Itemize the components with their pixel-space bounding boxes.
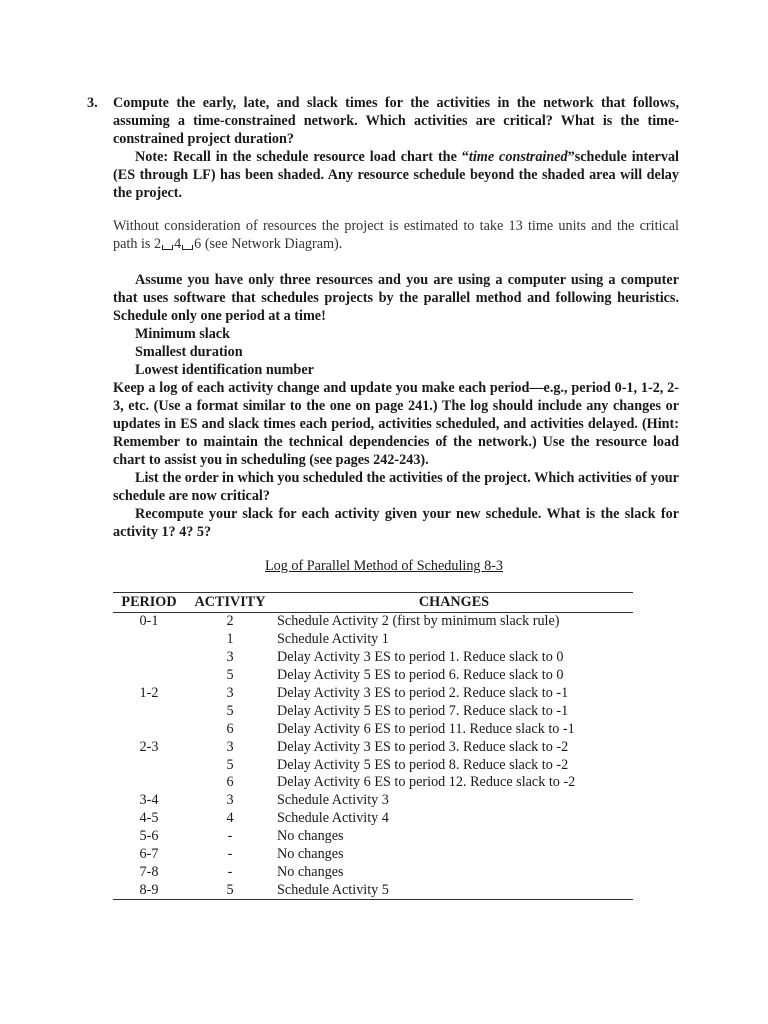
table-caption: Log of Parallel Method of Scheduling 8-3: [265, 558, 503, 574]
table-row: [113, 720, 633, 738]
table-row: [113, 863, 633, 881]
table-row: [113, 828, 633, 846]
activity-cell: -: [227, 828, 233, 845]
period-cell: 4-5: [139, 810, 159, 827]
changes-cell: Schedule Activity 1: [277, 631, 389, 648]
assume-paragraph: Assume you have only three resources and you are using a computer using a computer that uses software that schedules projects by the parallel method and following heuristics. Schedule only one period at a time!: [113, 272, 679, 324]
period-cell: 2-3: [139, 738, 159, 755]
arrow-box-icon: [162, 245, 173, 250]
assignment-block: [113, 271, 679, 541]
table-row: [113, 649, 633, 667]
period-cell: 6-7: [139, 846, 159, 863]
activity-cell: 3: [226, 738, 234, 755]
changes-cell: Delay Activity 3 ES to period 3. Reduce slack to -2: [277, 738, 569, 755]
changes-cell: Delay Activity 5 ES to period 6. Reduce slack to 0: [277, 667, 564, 684]
changes-cell: Delay Activity 3 ES to period 1. Reduce slack to 0: [277, 649, 564, 666]
period-cell: [113, 649, 185, 667]
changes-cell: Delay Activity 6 ES to period 12. Reduce slack to -2: [277, 774, 576, 791]
changes-cell: Delay Activity 5 ES to period 8. Reduce slack to -2: [277, 756, 569, 773]
heuristic-item: Minimum slack: [135, 326, 230, 342]
changes-cell: No changes: [277, 863, 344, 880]
changes-cell: Delay Activity 6 ES to period 11. Reduce slack to -1: [277, 720, 575, 737]
question-3: [89, 94, 679, 202]
period-cell: 7-8: [139, 863, 159, 880]
keep-log-paragraph: Keep a log of each activity change and update you make each period—e.g., period 0-1, 1-2, 2-3, etc. (Use a format similar to the one on page 241.) The log should include any changes or updates in ES and slack times each period, activities scheduled, and activities delayed. (Hint: Remember to maintain the technical dependencies of the network.) Use the resource load chart to assist you in scheduling (see pages 242-243).: [113, 380, 679, 468]
heuristic-item: Smallest duration: [135, 344, 243, 360]
activity-cell: 6: [226, 774, 234, 791]
activity-cell: 3: [226, 685, 234, 701]
period-cell: [113, 774, 185, 792]
table-row: [113, 810, 633, 828]
changes-cell: Delay Activity 3 ES to period 2. Reduce slack to -1: [277, 685, 569, 701]
table-row: [113, 738, 633, 756]
activity-cell: 2: [226, 613, 234, 630]
table-row: [113, 846, 633, 864]
activity-cell: -: [227, 863, 233, 880]
table-row: [113, 792, 633, 810]
activity-cell: 5: [226, 756, 234, 773]
period-cell: 8-9: [113, 881, 185, 899]
table-row: [113, 613, 633, 631]
question-number: 3.: [87, 95, 98, 111]
period-cell: [113, 756, 185, 774]
activity-cell: 5: [226, 667, 234, 684]
changes-cell: No changes: [277, 828, 344, 845]
activity-cell: 3: [226, 792, 234, 809]
period-cell: 1-2: [139, 685, 159, 701]
heuristic-item: Lowest identification number: [135, 362, 314, 378]
activity-cell: 3: [226, 649, 234, 666]
activity-cell: 5: [185, 881, 275, 899]
table-row: [113, 756, 633, 774]
header-changes: CHANGES: [275, 593, 633, 613]
critical-path-paragraph: Without consideration of resources the project is estimated to take 13 time units and the critical path is 2 4 6 (see Network Diagram).: [113, 218, 679, 252]
list-order-paragraph: List the order in which you scheduled the activities of the project. Which activities of your schedule are now critical?: [113, 470, 679, 504]
table-row: [113, 702, 633, 720]
recompute-paragraph: Recompute your slack for each activity given your new schedule. What is the slack for activity 1? 4? 5?: [113, 506, 679, 540]
period-cell: 5-6: [139, 828, 159, 845]
table-row: [113, 685, 633, 703]
period-cell: [113, 702, 185, 720]
period-cell: [113, 631, 185, 649]
table-row: [113, 881, 633, 899]
changes-cell: Schedule Activity 4: [277, 810, 389, 827]
header-period: PERIOD: [113, 593, 185, 613]
table-header-row: [113, 593, 633, 613]
table-row: [113, 631, 633, 649]
period-cell: [113, 720, 185, 738]
header-activity: ACTIVITY: [185, 593, 275, 613]
table-row: [113, 774, 633, 792]
activity-cell: 5: [226, 702, 234, 719]
activity-cell: 1: [226, 631, 234, 648]
activity-cell: 6: [226, 720, 234, 737]
changes-cell: Schedule Activity 5: [275, 881, 633, 899]
period-cell: 0-1: [139, 613, 159, 630]
activity-cell: -: [227, 846, 233, 863]
changes-cell: No changes: [277, 846, 344, 863]
changes-cell: Schedule Activity 2 (first by minimum slack rule): [277, 613, 560, 630]
period-cell: [113, 667, 185, 685]
activity-cell: 4: [226, 810, 234, 827]
changes-cell: Schedule Activity 3: [277, 792, 389, 809]
question-text: Compute the early, late, and slack times for the activities in the network that follows, assuming a time-constrained network. Which activities are critical? What is the time-constrained project duration?: [113, 95, 679, 147]
question-note: Note: Recall in the schedule resource load chart the “time constrained”schedule interval (ES through LF) has been shaded. Any resource schedule beyond the shaded area will delay the project.: [113, 149, 679, 201]
changes-cell: Delay Activity 5 ES to period 7. Reduce slack to -1: [277, 702, 569, 719]
arrow-box-icon: [182, 245, 193, 250]
table-row: [113, 667, 633, 685]
log-table: [113, 592, 633, 900]
period-cell: 3-4: [139, 792, 159, 809]
